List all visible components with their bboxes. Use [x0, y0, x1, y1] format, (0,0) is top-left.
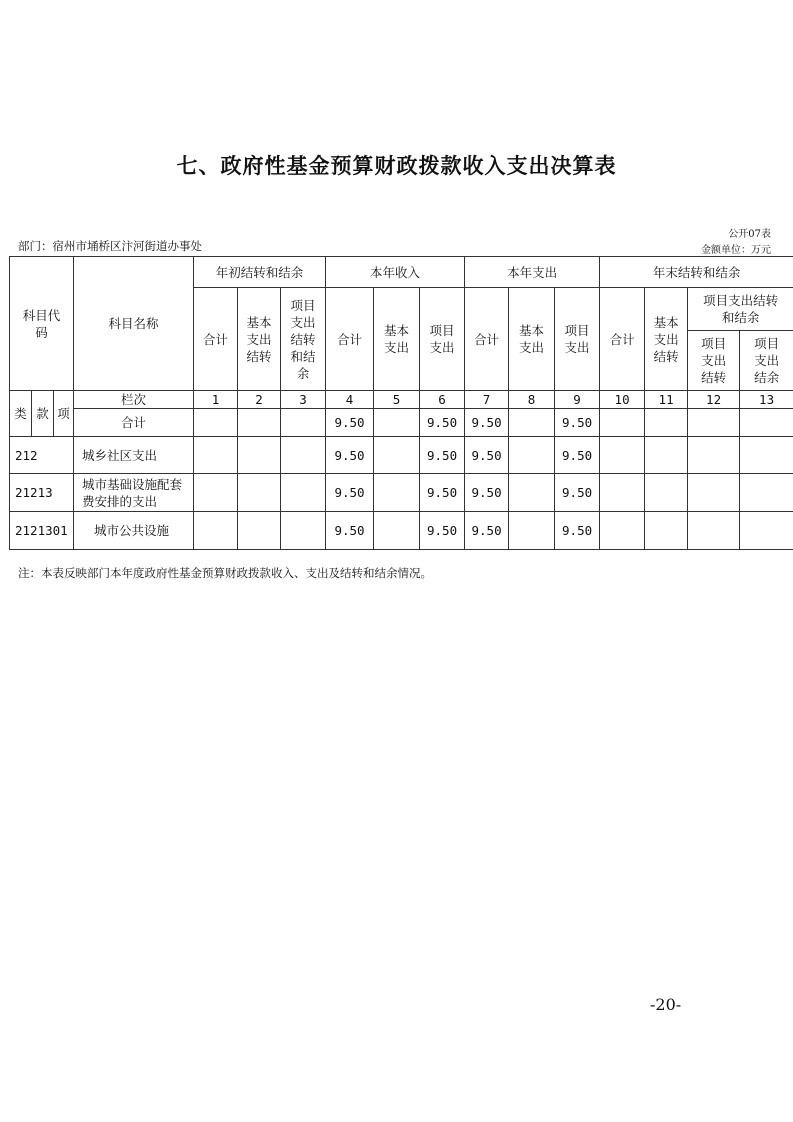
- column-no: 1: [194, 391, 238, 409]
- header-expense-project: 项目支出: [555, 288, 600, 391]
- cell-c13: [740, 437, 793, 474]
- column-no: 3: [281, 391, 326, 409]
- cell-c9: 9.50: [555, 437, 600, 474]
- header-group-income: 本年收入: [326, 257, 465, 288]
- header-end-project-surplus: 项目支出结余: [740, 331, 793, 391]
- header-income-total: 合计: [326, 288, 374, 391]
- header-end-total: 合计: [600, 288, 645, 391]
- header-income-project: 项目支出: [420, 288, 465, 391]
- cell-c11: [645, 512, 688, 550]
- cell-c13: [740, 409, 793, 437]
- header-group-end: 年末结转和结余: [600, 257, 793, 288]
- page-number: -20-: [650, 995, 682, 1014]
- cell-c1: [194, 474, 238, 512]
- cell-c1: [194, 437, 238, 474]
- cell-c2: [238, 512, 281, 550]
- cell-c5: [374, 437, 420, 474]
- row-code: 21213: [10, 474, 74, 512]
- cell-c11: [645, 474, 688, 512]
- cell-c8: [509, 512, 555, 550]
- cell-c6: 9.50: [420, 409, 465, 437]
- cell-c11: [645, 437, 688, 474]
- cell-c5: [374, 409, 420, 437]
- cell-c6: 9.50: [420, 512, 465, 550]
- header-begin-total: 合计: [194, 288, 238, 391]
- department-label: 部门：宿州市埇桥区汴河街道办事处: [18, 239, 202, 253]
- form-code: 公开07表: [728, 229, 771, 240]
- column-no: 11: [645, 391, 688, 409]
- cell-c11: [645, 409, 688, 437]
- cell-c4: 9.50: [326, 409, 374, 437]
- cell-c7: 9.50: [465, 512, 509, 550]
- table-row: [10, 512, 793, 550]
- cell-c5: [374, 474, 420, 512]
- cell-c10: [600, 512, 645, 550]
- cell-c10: [600, 474, 645, 512]
- header-group-expense: 本年支出: [465, 257, 600, 288]
- cell-c8: [509, 474, 555, 512]
- header-expense-total: 合计: [465, 288, 509, 391]
- page-title: 七、政府性基金预算财政拨款收入支出决算表: [176, 154, 617, 178]
- column-no: 4: [326, 391, 374, 409]
- row-name: 城市基础设施配套费安排的支出: [74, 474, 194, 512]
- row-name: 合计: [74, 409, 194, 437]
- cell-c8: [509, 437, 555, 474]
- column-no: 2: [238, 391, 281, 409]
- column-no: 5: [374, 391, 420, 409]
- column-no: 10: [600, 391, 645, 409]
- cell-c9: 9.50: [555, 409, 600, 437]
- column-no-label: 栏次: [74, 391, 194, 409]
- header-begin-basic-carry: 基本支出结转: [238, 288, 281, 391]
- budget-table: [9, 256, 793, 550]
- row-name: 城市公共设施: [74, 512, 194, 550]
- cell-c4: 9.50: [326, 437, 374, 474]
- cell-c5: [374, 512, 420, 550]
- cell-c9: 9.50: [555, 474, 600, 512]
- cell-c13: [740, 474, 793, 512]
- cell-c10: [600, 409, 645, 437]
- header-end-project-carry: 项目支出结转: [688, 331, 740, 391]
- cell-c2: [238, 474, 281, 512]
- row-code: 212: [10, 437, 74, 474]
- cell-c2: [238, 437, 281, 474]
- header-lei: 类: [10, 391, 32, 437]
- footnote: 注：本表反映部门本年度政府性基金预算财政拨款收入、支出及结转和结余情况。: [18, 566, 432, 580]
- cell-c1: [194, 409, 238, 437]
- cell-c12: [688, 409, 740, 437]
- table-row: [10, 437, 793, 474]
- cell-c7: 9.50: [465, 474, 509, 512]
- cell-c3: [281, 474, 326, 512]
- cell-c3: [281, 409, 326, 437]
- cell-c6: 9.50: [420, 437, 465, 474]
- column-no: 8: [509, 391, 555, 409]
- header-expense-basic: 基本支出: [509, 288, 555, 391]
- column-no: 9: [555, 391, 600, 409]
- cell-c12: [688, 474, 740, 512]
- cell-c4: 9.50: [326, 512, 374, 550]
- cell-c9: 9.50: [555, 512, 600, 550]
- header-end-project-carry-surplus: 项目支出结转和结余: [688, 288, 793, 331]
- header-group-begin: 年初结转和结余: [194, 257, 326, 288]
- column-no: 6: [420, 391, 465, 409]
- table-row-total: [10, 409, 793, 437]
- header-begin-project-carry-surplus: 项目支出结转和结余: [281, 288, 326, 391]
- header-kuan: 款: [32, 391, 54, 437]
- cell-c12: [688, 437, 740, 474]
- cell-c13: [740, 512, 793, 550]
- cell-c8: [509, 409, 555, 437]
- cell-c1: [194, 512, 238, 550]
- row-name: 城乡社区支出: [74, 437, 194, 474]
- cell-c10: [600, 437, 645, 474]
- column-no: 13: [740, 391, 793, 409]
- row-code: 2121301: [10, 512, 74, 550]
- cell-c6: 9.50: [420, 474, 465, 512]
- header-end-basic-carry: 基本支出结转: [645, 288, 688, 391]
- header-subject-code: 科目代码: [10, 257, 74, 391]
- cell-c7: 9.50: [465, 437, 509, 474]
- header-xiang: 项: [54, 391, 74, 437]
- cell-c3: [281, 437, 326, 474]
- column-no: 12: [688, 391, 740, 409]
- cell-c4: 9.50: [326, 474, 374, 512]
- cell-c3: [281, 512, 326, 550]
- table-row: [10, 474, 793, 512]
- column-no: 7: [465, 391, 509, 409]
- cell-c7: 9.50: [465, 409, 509, 437]
- header-subject-name: 科目名称: [74, 257, 194, 391]
- unit-label: 金额单位：万元: [701, 245, 771, 256]
- cell-c12: [688, 512, 740, 550]
- header-income-basic: 基本支出: [374, 288, 420, 391]
- cell-c2: [238, 409, 281, 437]
